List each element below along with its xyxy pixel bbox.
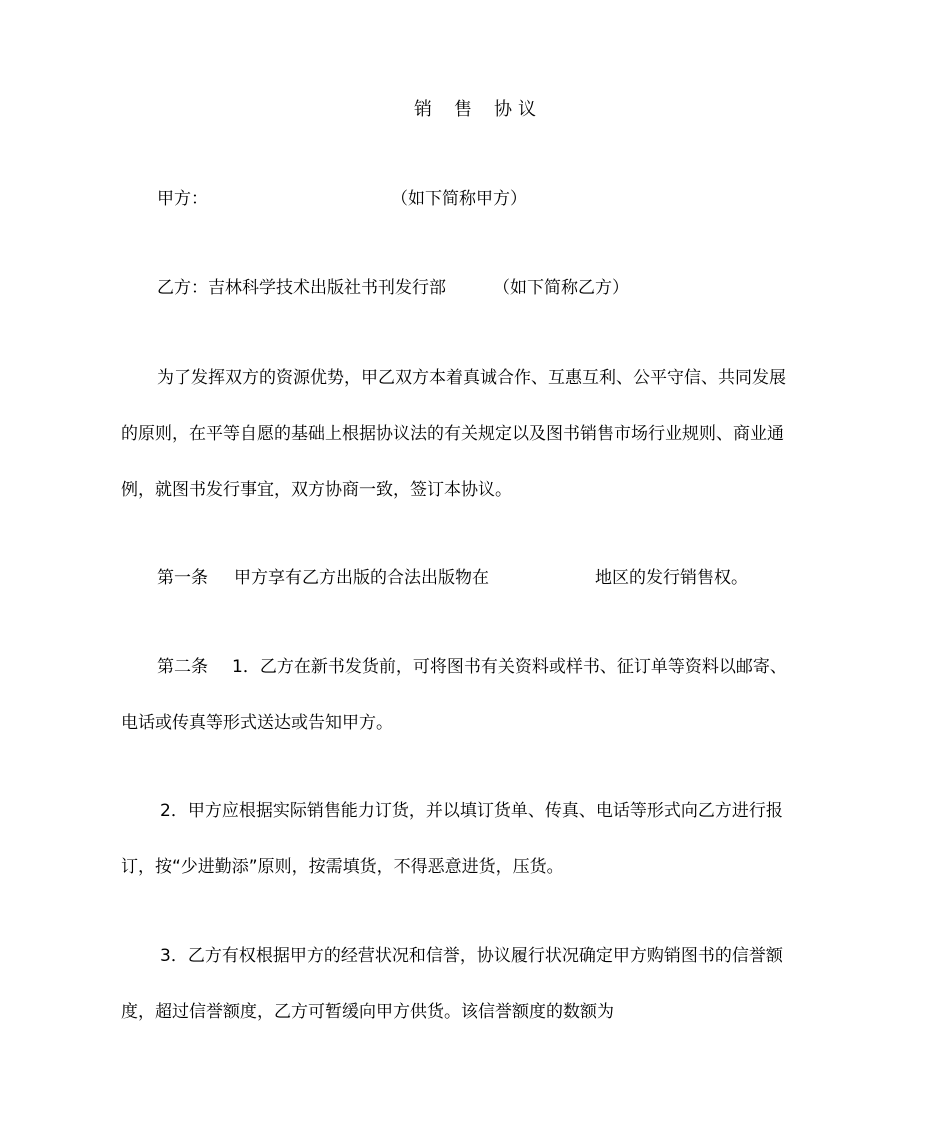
article1-text-a: 甲方享有乙方出版的合法出版物在 (234, 568, 489, 588)
party-b-label: 乙方：吉林科学技术出版社书刊发行部 (157, 278, 446, 298)
preamble-line: 例，就图书发行事宜，双方协商一致，签订本协议。 (121, 480, 512, 500)
party-a-label: 甲方： (157, 189, 208, 209)
article2-label: 第二条 (157, 657, 208, 677)
title-char: 议 (518, 99, 536, 120)
preamble-line: 为了发挥双方的资源优势，甲乙双方本着真诚合作、互惠互利、公平守信、共同发展 (157, 368, 786, 388)
article2-item2-line: 2．甲方应根据实际销售能力订货，并以填订货单、传真、电话等形式向乙方进行报 (160, 801, 783, 821)
article2-item1-line: 1．乙方在新书发货前，可将图书有关资料或样书、征订单等资料以邮寄、 (232, 657, 787, 677)
preamble-line: 的原则，在平等自愿的基础上根据协议法的有关规定以及图书销售市场行业规则、商业通 (121, 424, 784, 444)
document-title (0, 97, 950, 123)
party-a-note: （如下简称甲方） (391, 189, 527, 209)
article2-item2-line: 订，按“少进勤添”原则，按需填货，不得恶意进货，压货。 (121, 857, 564, 877)
party-b-note: （如下简称乙方） (493, 278, 629, 298)
title-char: 协 (494, 99, 512, 120)
title-char: 售 (454, 99, 472, 120)
article1-label: 第一条 (157, 568, 208, 588)
article2-item3-line: 度，超过信誉额度，乙方可暂缓向甲方供货。该信誉额度的数额为 (121, 1002, 614, 1022)
title-char: 销 (414, 99, 432, 120)
article2-item3-line: 3．乙方有权根据甲方的经营状况和信誉，协议履行状况确定甲方购销图书的信誉额 (160, 946, 783, 966)
article2-item1-line: 电话或传真等形式送达或告知甲方。 (121, 713, 393, 733)
article1-text-b: 地区的发行销售权。 (595, 568, 748, 588)
